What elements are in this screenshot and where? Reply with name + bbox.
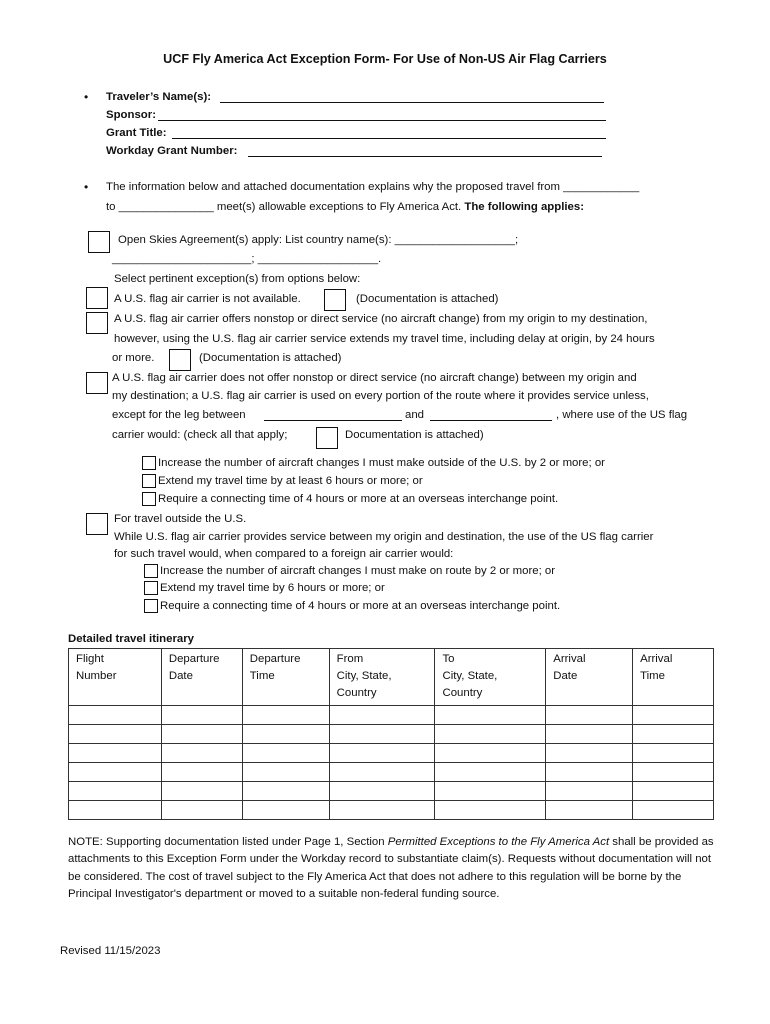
itinerary-cell[interactable] [633, 763, 714, 782]
itinerary-cell[interactable] [242, 763, 329, 782]
exception-3-option-2: Extend my travel time by at least 6 hours or more; or [158, 475, 423, 487]
exception-2-line-3: or more. [112, 352, 155, 364]
table-row [69, 782, 714, 801]
itinerary-header-row [69, 649, 714, 706]
itinerary-cell[interactable] [161, 763, 242, 782]
itinerary-heading: Detailed travel itinerary [68, 633, 194, 645]
leg-from-field[interactable] [264, 408, 402, 421]
exception-4-line-3: for such travel would, when compared to a foreign air carrier would: [114, 548, 454, 560]
itinerary-cell[interactable] [435, 725, 546, 744]
exception-4-option-2-checkbox[interactable] [144, 581, 158, 595]
form-title: UCF Fly America Act Exception Form- For Use of Non-US Air Flag Carriers [163, 52, 607, 66]
sponsor-label: Sponsor: [106, 109, 156, 121]
revised-date: Revised 11/15/2023 [60, 945, 161, 957]
col-arrival-time: Arrival Time [633, 649, 714, 706]
exception-3-line-1: A U.S. flag air carrier does not offer nonstop or direct service (no aircraft change) between my origin and [112, 372, 637, 384]
col-arrival-date: Arrival Date [546, 649, 633, 706]
col-departure-time: Departure Time [242, 649, 329, 706]
exception-4-line-1: For travel outside the U.S. [114, 513, 247, 525]
col-flight-number: Flight Number [69, 649, 162, 706]
note-paragraph [68, 834, 718, 904]
exception-3-line-4: carrier would: (check all that apply; [112, 429, 288, 441]
itinerary-cell[interactable] [329, 801, 435, 820]
col-departure-date: Departure Date [161, 649, 242, 706]
itinerary-cell[interactable] [546, 763, 633, 782]
itinerary-cell[interactable] [69, 706, 162, 725]
info-line-2 [106, 200, 584, 214]
itinerary-cell[interactable] [161, 744, 242, 763]
table-row [69, 801, 714, 820]
exception-4-option-1: Increase the number of aircraft changes I must make on route by 2 or more; or [160, 565, 556, 577]
exception-1-doc-checkbox[interactable] [324, 289, 346, 311]
travelers-name-field[interactable] [220, 90, 604, 103]
itinerary-cell[interactable] [242, 725, 329, 744]
info-line-2-text: to _______________ meet(s) allowable exceptions to Fly America Act. [106, 201, 462, 213]
open-skies-line-1: Open Skies Agreement(s) apply: List country name(s): ___________________; [118, 234, 519, 246]
grant-title-field[interactable] [172, 126, 606, 139]
exception-3-doc-checkbox[interactable] [316, 427, 338, 449]
itinerary-cell[interactable] [546, 744, 633, 763]
table-row [69, 763, 714, 782]
table-row [69, 744, 714, 763]
exception-4-option-2: Extend my travel time by 6 hours or more; or [160, 582, 385, 594]
exception-3-line-3a: except for the leg between [112, 409, 246, 421]
itinerary-cell[interactable] [329, 744, 435, 763]
itinerary-cell[interactable] [633, 744, 714, 763]
itinerary-cell[interactable] [329, 725, 435, 744]
exception-4-option-3-checkbox[interactable] [144, 599, 158, 613]
travelers-name-label: Traveler’s Name(s): [106, 91, 212, 103]
bullet: • [84, 90, 89, 104]
itinerary-cell[interactable] [242, 706, 329, 725]
exception-2-line-1: A U.S. flag air carrier offers nonstop or direct service (no aircraft change) from my origin to my destination, [114, 313, 648, 325]
itinerary-cell[interactable] [69, 763, 162, 782]
exception-4-line-2: While U.S. flag air carrier provides service between my origin and destination, the use of the US flag carrier [114, 531, 654, 543]
info-following-applies: The following applies: [464, 201, 584, 213]
leg-to-field[interactable] [430, 408, 552, 421]
exception-3-line-2: my destination; a U.S. flag air carrier is used on every portion of the route where it provides service unless, [112, 390, 649, 402]
itinerary-cell[interactable] [69, 801, 162, 820]
exception-3-option-1-checkbox[interactable] [142, 456, 156, 470]
itinerary-cell[interactable] [546, 801, 633, 820]
itinerary-cell[interactable] [242, 744, 329, 763]
itinerary-cell[interactable] [435, 782, 546, 801]
open-skies-line-2: ______________________; ___________________. [112, 253, 382, 265]
note-pre: NOTE: Supporting documentation listed under Page 1, Section [68, 836, 388, 848]
table-row [69, 725, 714, 744]
exception-4-checkbox[interactable] [86, 513, 108, 535]
itinerary-cell[interactable] [633, 706, 714, 725]
itinerary-cell[interactable] [69, 725, 162, 744]
exception-3-option-2-checkbox[interactable] [142, 474, 156, 488]
itinerary-table [68, 648, 714, 820]
exception-4-option-3: Require a connecting time of 4 hours or more at an overseas interchange point. [160, 600, 561, 612]
exception-3-line-3b: and [405, 409, 425, 421]
bullet: • [84, 180, 89, 194]
itinerary-cell[interactable] [546, 725, 633, 744]
workday-grant-label: Workday Grant Number: [106, 145, 238, 157]
select-exceptions-text: Select pertinent exception(s) from options below: [114, 273, 361, 285]
itinerary-cell[interactable] [546, 782, 633, 801]
itinerary-cell[interactable] [242, 801, 329, 820]
exception-2-checkbox[interactable] [86, 312, 108, 334]
exception-2-doc-text: (Documentation is attached) [199, 352, 342, 364]
open-skies-checkbox[interactable] [88, 231, 110, 253]
exception-2-line-2: however, using the U.S. flag air carrier service extends my travel time, including delay at origin, by 24 hours [114, 333, 655, 345]
exception-3-option-1: Increase the number of aircraft changes I must make outside of the U.S. by 2 or more; or [158, 457, 605, 469]
exception-2-doc-checkbox[interactable] [169, 349, 191, 371]
itinerary-cell[interactable] [633, 801, 714, 820]
note-post: shall be provided as attachments to this Exception Form under the Workday record to substantiate claim(s). Requests without documentation will not be considered. The cost of travel subject to the Fly America Act that does not adhere to this regulation will be borne by the Principal Investigator's department or moved to a suitable non-federal funding source. [68, 836, 714, 901]
sponsor-field[interactable] [158, 108, 606, 121]
itinerary-cell[interactable] [161, 706, 242, 725]
grant-title-label: Grant Title: [106, 127, 167, 139]
itinerary-cell[interactable] [161, 801, 242, 820]
itinerary-cell[interactable] [633, 725, 714, 744]
exception-3-option-3-checkbox[interactable] [142, 492, 156, 506]
itinerary-cell[interactable] [69, 782, 162, 801]
itinerary-cell[interactable] [161, 725, 242, 744]
exception-1-doc-text: (Documentation is attached) [356, 293, 499, 305]
exception-1-checkbox[interactable] [86, 287, 108, 309]
itinerary-cell[interactable] [435, 763, 546, 782]
itinerary-cell[interactable] [69, 744, 162, 763]
note-italic: Permitted Exceptions to the Fly America Act [387, 836, 610, 848]
itinerary-cell[interactable] [546, 706, 633, 725]
exception-3-checkbox[interactable] [86, 372, 108, 394]
exception-3-line-3c: , where use of the US flag [556, 409, 688, 421]
itinerary-cell[interactable] [329, 706, 435, 725]
exception-4-option-1-checkbox[interactable] [144, 564, 158, 578]
itinerary-cell[interactable] [435, 744, 546, 763]
itinerary-cell[interactable] [435, 706, 546, 725]
col-from: From City, State, Country [329, 649, 435, 706]
exception-1-text: A U.S. flag air carrier is not available. [114, 293, 301, 305]
itinerary-cell[interactable] [633, 782, 714, 801]
itinerary-cell[interactable] [161, 782, 242, 801]
itinerary-cell[interactable] [435, 801, 546, 820]
itinerary-cell[interactable] [329, 763, 435, 782]
workday-grant-field[interactable] [248, 144, 602, 157]
table-row [69, 706, 714, 725]
info-line-1: The information below and attached documentation explains why the proposed travel from ____________ [106, 181, 640, 193]
itinerary-cell[interactable] [242, 782, 329, 801]
exception-3-option-3: Require a connecting time of 4 hours or more at an overseas interchange point. [158, 493, 559, 505]
col-to: To City, State, Country [435, 649, 546, 706]
itinerary-cell[interactable] [329, 782, 435, 801]
exception-3-doc-text: Documentation is attached) [345, 429, 484, 441]
